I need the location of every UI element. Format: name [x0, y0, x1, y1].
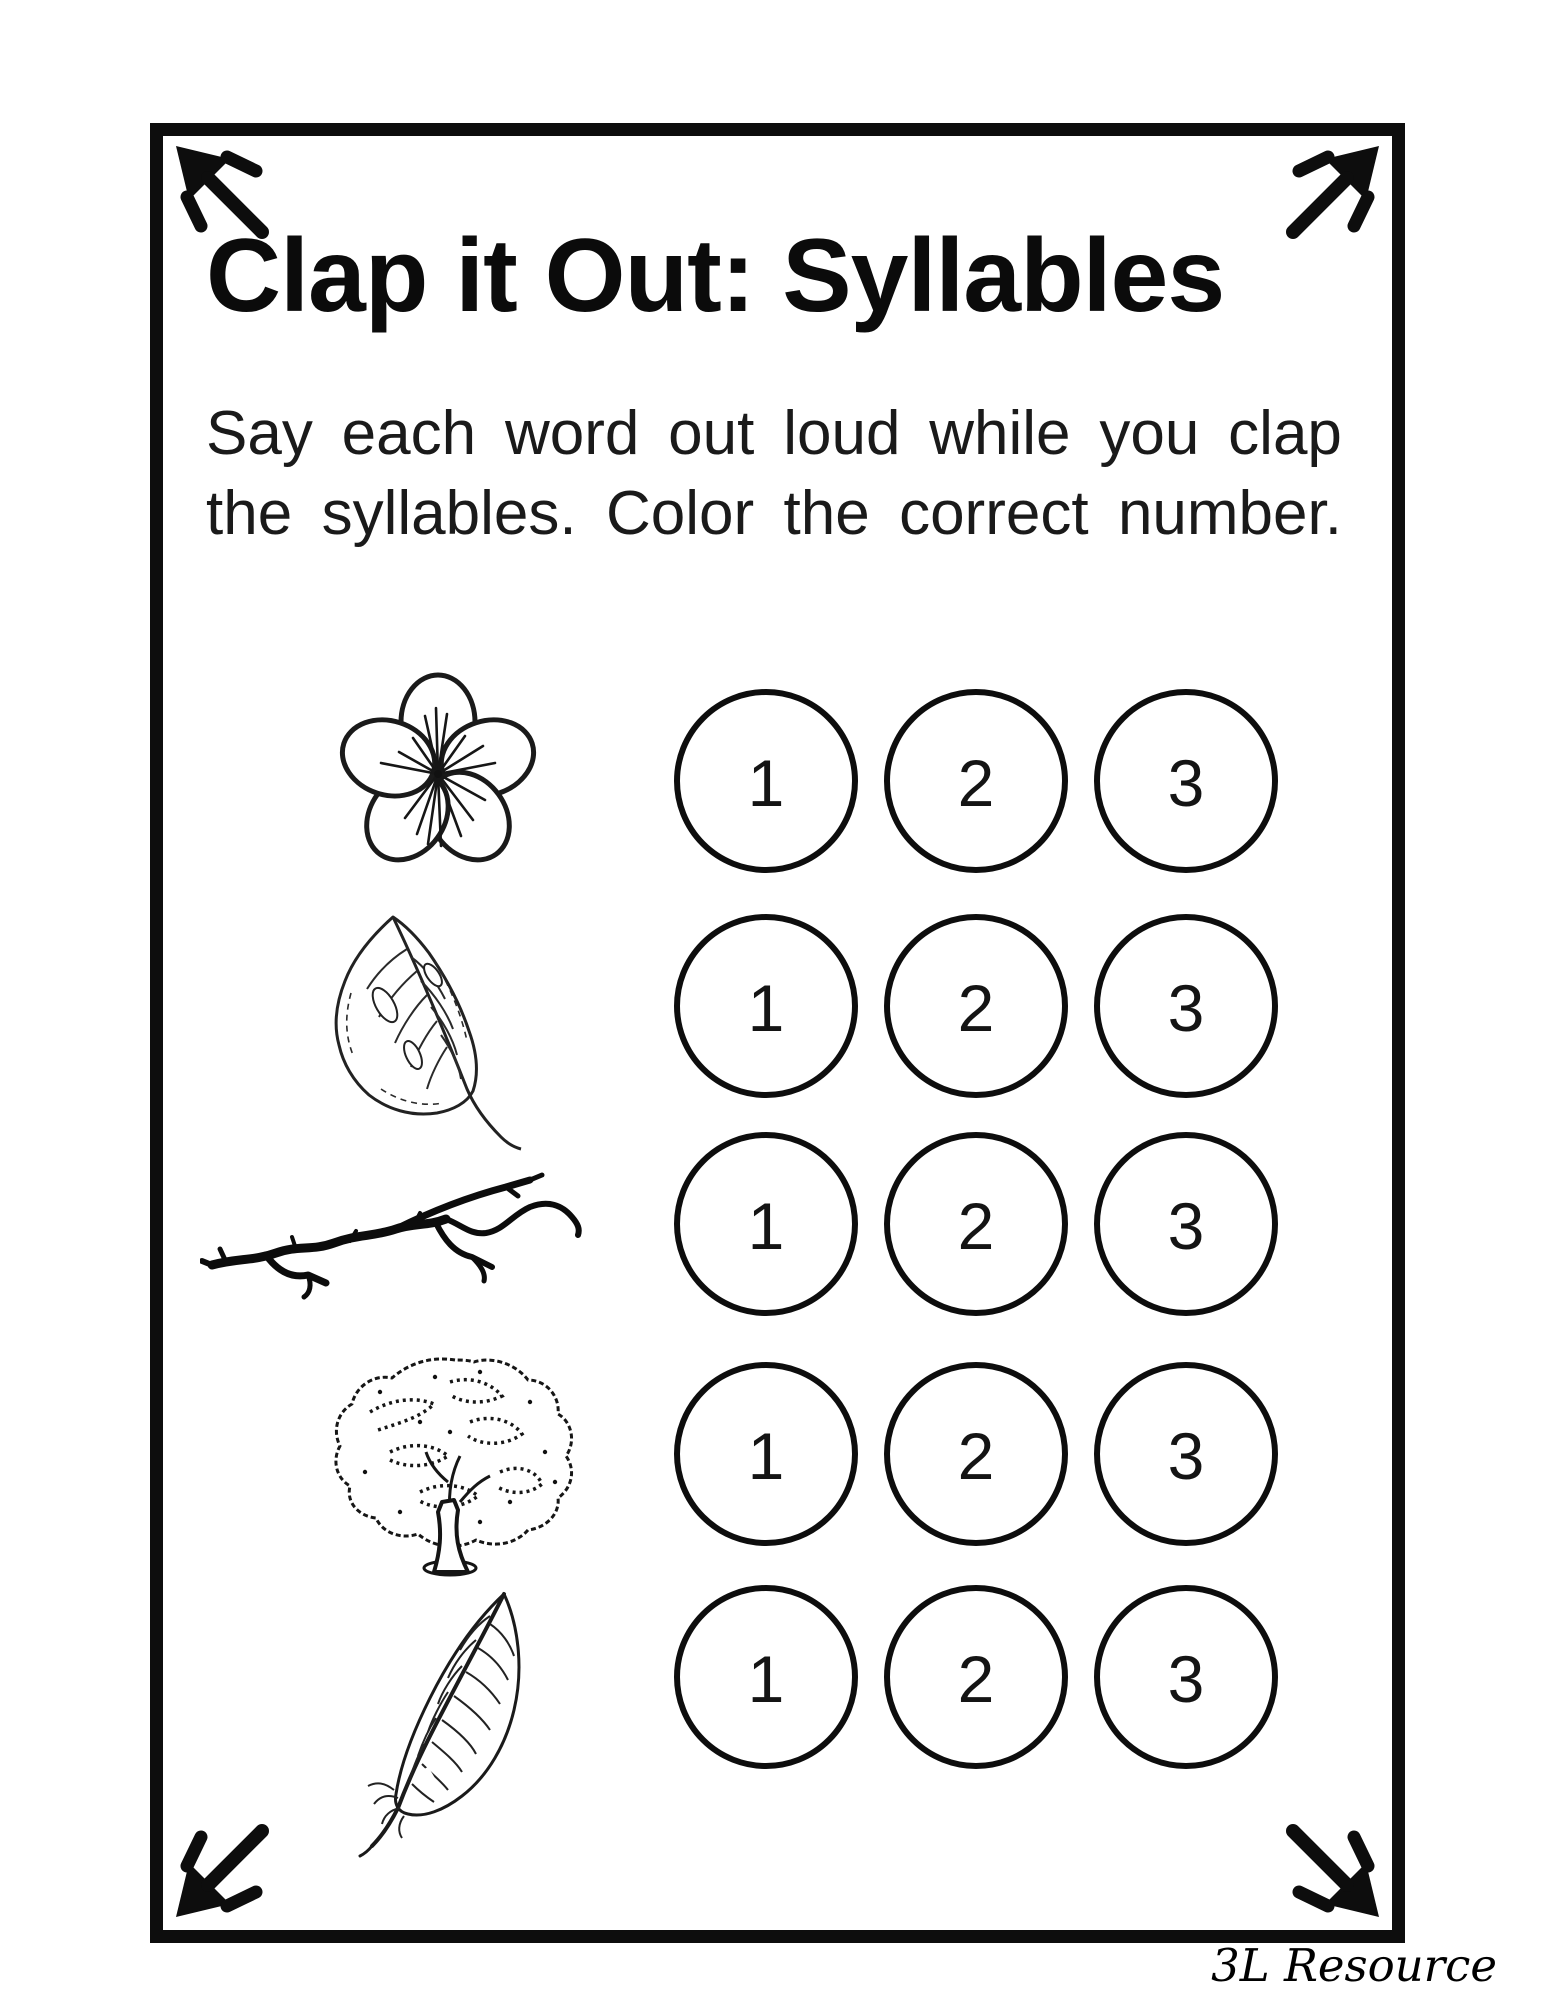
circle-number: 2 — [957, 1188, 995, 1263]
instructions-line-1: Say each word out loud while you clap — [206, 399, 1342, 468]
answer-circle-row4-1[interactable] — [674, 1362, 858, 1546]
credit-text: 3L Resource — [1211, 1939, 1497, 1992]
circle-number: 3 — [1167, 745, 1205, 820]
circle-number: 3 — [1167, 970, 1205, 1045]
answer-circle-row1-1[interactable] — [674, 689, 858, 873]
branch-icon — [200, 1163, 630, 1328]
circle-number: 2 — [957, 970, 995, 1045]
circle-number: 2 — [957, 745, 995, 820]
answer-circle-row5-1[interactable] — [674, 1585, 858, 1769]
answer-circle-row5-2[interactable] — [884, 1585, 1068, 1769]
circle-number: 1 — [747, 745, 785, 820]
circle-number: 2 — [957, 1418, 995, 1493]
flower-icon — [333, 668, 543, 880]
answer-circle-row1-2[interactable] — [884, 689, 1068, 873]
answer-circle-row2-3[interactable] — [1094, 914, 1278, 1098]
answer-circle-row3-2[interactable] — [884, 1132, 1068, 1316]
tree-icon — [330, 1352, 580, 1577]
circle-number: 1 — [747, 1418, 785, 1493]
answer-circle-row3-1[interactable] — [674, 1132, 858, 1316]
leaf-icon — [315, 903, 565, 1153]
answer-circle-row4-2[interactable] — [884, 1362, 1068, 1546]
circle-number: 2 — [957, 1641, 995, 1716]
feather-icon — [340, 1572, 540, 1862]
circle-number: 1 — [747, 1188, 785, 1263]
instructions — [206, 394, 1342, 554]
circle-number: 3 — [1167, 1188, 1205, 1263]
answer-circle-row3-3[interactable] — [1094, 1132, 1278, 1316]
page-title: Clap it Out: Syllables — [206, 218, 1225, 334]
answer-circle-row2-1[interactable] — [674, 914, 858, 1098]
answer-circle-row2-2[interactable] — [884, 914, 1068, 1098]
corner-arrow-icon — [1283, 142, 1383, 242]
answer-circle-row1-3[interactable] — [1094, 689, 1278, 873]
corner-arrow-icon — [172, 1821, 272, 1921]
circle-number: 1 — [747, 970, 785, 1045]
answer-circle-row4-3[interactable] — [1094, 1362, 1278, 1546]
instructions-line-2: the syllables. Color the correct number. — [206, 479, 1342, 548]
circle-number: 3 — [1167, 1418, 1205, 1493]
circle-number: 1 — [747, 1641, 785, 1716]
corner-arrow-icon — [1283, 1821, 1383, 1921]
answer-circle-row5-3[interactable] — [1094, 1585, 1278, 1769]
circle-number: 3 — [1167, 1641, 1205, 1716]
